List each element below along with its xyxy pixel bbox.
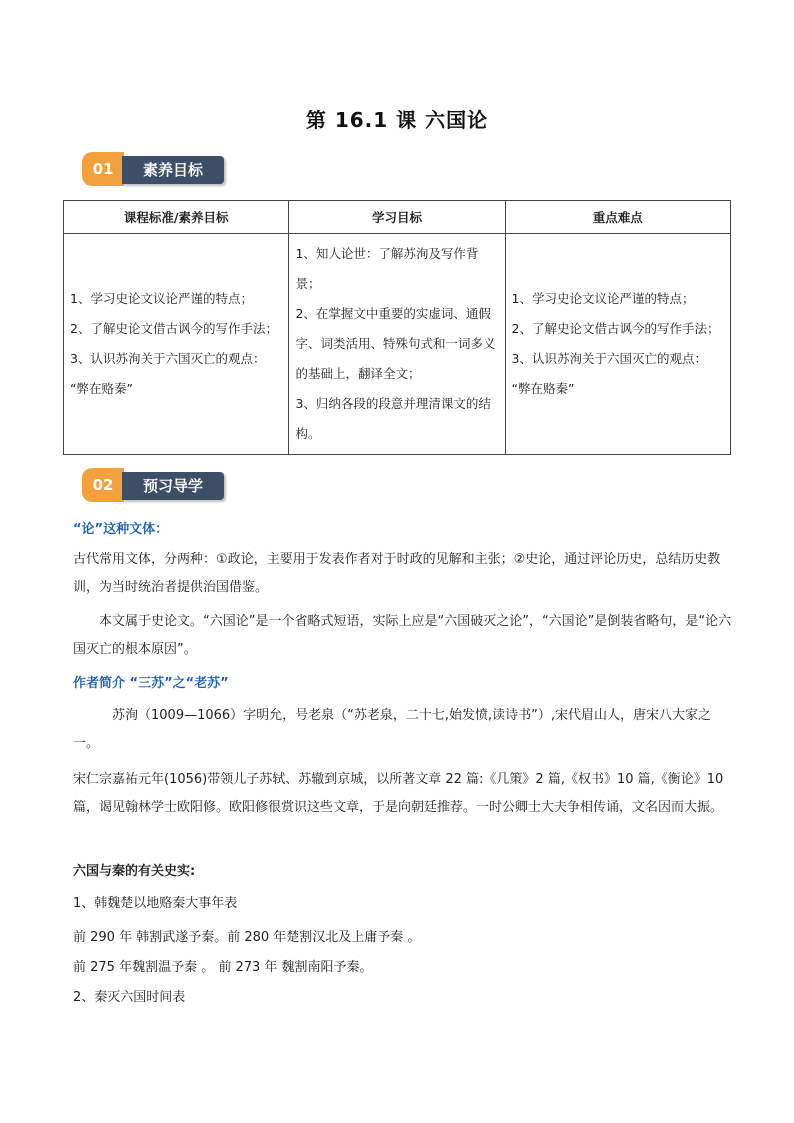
fact-line-a: 前 290 年 韩割武遂予秦。前 280 年楚割汉北及上庸予秦 。 xyxy=(73,930,421,945)
cell-line: 1、学习史论文议论严谨的特点； xyxy=(511,291,695,306)
table-row xyxy=(64,234,731,455)
lun-paragraph-1: 古代常用文体，分两种：①政论，主要用于发表作者对于时政的见解和主张；②史论，通过评论历史，总结历史教训，为当时统治者提供治国借鉴。 xyxy=(73,552,721,595)
section-banner-1 xyxy=(82,152,224,186)
author-heading: 作者简介 “三苏”之“老苏” xyxy=(73,676,229,691)
table-header-cell: 学习目标 xyxy=(289,201,505,234)
fact-item-2: 2、秦灭六国时间表 xyxy=(73,990,186,1005)
cell-line: 3、认识苏洵关于六国灭亡的观点： xyxy=(511,351,708,366)
cell-line: 2、了解史论文借古讽今的写作手法； xyxy=(70,321,278,336)
cell-line: 3、认识苏洵关于六国灭亡的观点： xyxy=(70,351,266,366)
lun-paragraph-2: 本文属于史论文。“六国论”是一个省略式短语，实际上应是“六国破灭之论”，“六国论”是倒装省略句，是“论六国灭亡的根本原因”。 xyxy=(73,614,732,657)
fact-item-1: 1、韩魏楚以地赂秦大事年表 xyxy=(73,896,238,911)
page-title: 第 16.1 课 六国论 xyxy=(305,108,489,132)
fact-line-b: 前 275 年魏割温予秦 。 前 273 年 魏割南阳予秦。 xyxy=(73,960,373,975)
cell-line: “弊在赂秦” xyxy=(511,381,575,396)
facts-heading: 六国与秦的有关史实: xyxy=(73,864,196,879)
author-paragraph-2: 宋仁宗嘉祐元年(1056)带领儿子苏轼、苏辙到京城，以所著文章 22 篇:《几策》2 篇,《权书》10 篇,《衡论》10 篇，谒见翰林学士欧阳修。欧阳修很赏识这些文章，于是向朝廷推荐。一时公卿士大夫争相传诵，文名因而大振。 xyxy=(73,772,724,815)
lun-heading: “论”这种文体： xyxy=(73,522,169,537)
table-cell xyxy=(289,234,505,455)
cell-line: 1、学习史论文议论严谨的特点； xyxy=(70,291,253,306)
section-label: 素养目标 xyxy=(122,156,224,184)
cell-line: 2、在掌握文中重要的实虚词、通假字、词类活用、特殊句式和一词多义的基础上，翻译全文； xyxy=(295,306,496,381)
goals-table xyxy=(63,200,731,455)
table-header-cell: 重点难点 xyxy=(505,201,730,234)
cell-line: 3、归纳各段的段意并理清课文的结构。 xyxy=(295,396,491,441)
table-header-cell: 课程标准/素养目标 xyxy=(64,201,289,234)
table-cell xyxy=(505,234,730,455)
table-cell xyxy=(64,234,289,455)
section-banner-2 xyxy=(82,468,224,502)
cell-line: 1、知人论世：了解苏洵及写作背景； xyxy=(295,246,479,291)
author-paragraph-1: 苏洵（1009—1066）字明允，号老泉（“苏老泉，二十七,始发愤,读诗书”）,宋代眉山人，唐宋八大家之一。 xyxy=(73,708,712,751)
section-number: 02 xyxy=(82,468,124,502)
cell-line: “弊在赂秦” xyxy=(70,381,133,396)
section-label: 预习导学 xyxy=(122,472,224,500)
section-number: 01 xyxy=(82,152,124,186)
cell-line: 2、了解史论文借古讽今的写作手法； xyxy=(511,321,720,336)
table-header-row xyxy=(64,201,731,234)
